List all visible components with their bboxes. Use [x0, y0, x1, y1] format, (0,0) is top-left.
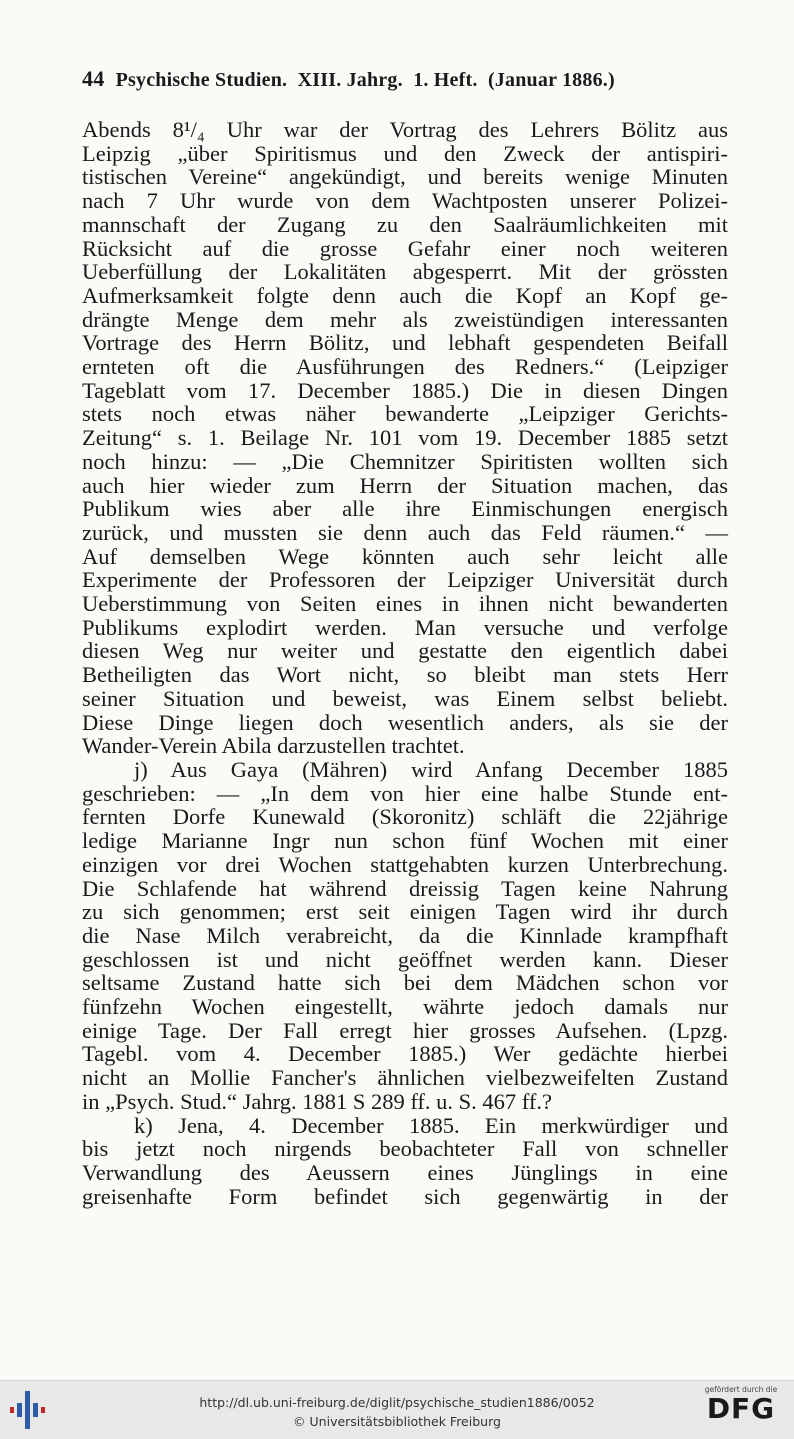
- text-line: zurück, und mussten sie denn auch das Feld räumen.“ —: [82, 519, 728, 545]
- text-line: ledige Marianne Ingr nun schon fünf Wochen mit einer: [82, 828, 728, 854]
- text-line: Betheiligten das Wort nicht, so bleibt man stets Herr: [82, 662, 728, 688]
- text-line: stets noch etwas näher bewanderte „Leipziger Gerichts-: [82, 401, 728, 427]
- text-line: nicht an Mollie Fancher's ähnlichen vielbezweifelten Zustand: [82, 1065, 728, 1091]
- text-line: greisenhafte Form befindet sich gegenwärtig in der: [82, 1183, 728, 1209]
- text-line: fünfzehn Wochen eingestellt, währte jedoch damals nur: [82, 994, 728, 1020]
- text-line: nach 7 Uhr wurde von dem Wachtposten unserer Polizei-: [82, 188, 728, 214]
- text-line: j) Aus Gaya (Mähren) wird Anfang December 1885: [134, 756, 728, 782]
- text-line: die Nase Milch verabreicht, da die Kinnlade krampfhaft: [82, 922, 728, 948]
- text-line: Tageblatt vom 17. December 1885.) Die in diesen Dingen: [82, 377, 728, 403]
- running-title: Psychische Studien. XIII. Jahrg. 1. Heft. (Januar 1886.): [115, 69, 615, 91]
- body-text: [82, 118, 728, 1208]
- running-header: [82, 66, 732, 92]
- text-line: Auf demselben Wege könnten auch sehr leicht alle: [82, 543, 728, 569]
- text-line: Aufmerksamkeit folgte denn auch die Kopf an Kopf ge-: [82, 282, 728, 308]
- text-line: seiner Situation und beweist, was Einem selbst beliebt.: [82, 685, 728, 711]
- text-line: in „Psych. Stud.“ Jahrg. 1881 S 289 ff. u. S. 467 ff.?: [82, 1088, 552, 1114]
- text-line: mannschaft der Zugang zu den Saalräumlichkeiten mit: [82, 211, 728, 237]
- text-line: tistischen Vereine“ angekündigt, und bereits wenige Minuten: [82, 164, 728, 190]
- text-line: k) Jena, 4. December 1885. Ein merkwürdiger und: [134, 1112, 728, 1138]
- copyright-notice: © Universitätsbibliothek Freiburg: [293, 1414, 501, 1429]
- text-line: Experimente der Professoren der Leipziger Universität durch: [82, 567, 728, 593]
- text-line: Ueberstimmung von Seiten eines in ihnen nicht bewanderten: [82, 591, 728, 617]
- text-line: Publikum wies aber alle ihre Einmischungen energisch: [82, 496, 728, 522]
- text-line: einige Tage. Der Fall erregt hier grosses Aufsehen. (Lpzg.: [82, 1017, 728, 1043]
- text-line: Wander-Verein Abila darzustellen trachtet.: [82, 733, 465, 759]
- text-line: zu sich genommen; erst seit einigen Tagen wird ihr durch: [82, 899, 728, 925]
- text-line: Publikums explodirt werden. Man versuche und verfolge: [82, 614, 728, 640]
- text-line: seltsame Zustand hatte sich bei dem Mädchen schon vor: [82, 970, 728, 996]
- text-line: drängte Menge dem mehr als zweistündigen interessanten: [82, 306, 728, 332]
- text-line: diesen Weg nur weiter und gestatte den eigentlich dabei: [82, 638, 728, 664]
- text-line: Vortrage des Herrn Bölitz, und lebhaft gespendeten Beifall: [82, 330, 728, 356]
- text-line: Verwandlung des Aeussern eines Jünglings in eine: [82, 1159, 728, 1185]
- text-line: bis jetzt noch nirgends beobachteter Fall von schneller: [82, 1136, 728, 1162]
- text-line: geschrieben: — „In dem von hier eine halbe Stunde ent-: [82, 780, 728, 806]
- text-line: Zeitung“ s. 1. Beilage Nr. 101 vom 19. December 1885 setzt: [82, 425, 728, 451]
- dfg-logo-icon: DFG: [706, 1392, 776, 1425]
- permalink-url[interactable]: http://dl.ub.uni-freiburg.de/diglit/psychische_studien1886/0052: [199, 1395, 595, 1410]
- text-line: Leipzig „über Spiritismus und den Zweck der antispiri-: [82, 140, 728, 166]
- text-line: Abends 8¹/₄ Uhr war der Vortrag des Lehrers Bölitz aus: [82, 117, 728, 142]
- text-line: Ueberfüllung der Lokalitäten abgesperrt. Mit der grössten: [82, 259, 728, 285]
- funder-caption: gefördert durch die: [704, 1385, 778, 1394]
- text-line: fernten Dorfe Kunewald (Skoronitz) schläft die 22jährige: [82, 804, 728, 830]
- text-line: Rücksicht auf die grosse Gefahr einer noch weiteren: [82, 235, 728, 261]
- page-number: 44: [82, 66, 105, 91]
- text-line: ernteten oft die Ausführungen des Redners.“ (Leipziger: [82, 354, 728, 380]
- text-line: auch hier wieder zum Herrn der Situation machen, das: [82, 472, 728, 498]
- dfg-funder-logo[interactable]: [696, 1385, 786, 1424]
- text-line: noch hinzu: — „Die Chemnitzer Spiritisten wollten sich: [82, 448, 728, 474]
- text-line: geschlossen ist und nicht geöffnet werden kann. Dieser: [82, 946, 728, 972]
- viewer-footer: [0, 1380, 794, 1439]
- text-line: einzigen vor drei Wochen stattgehabten kurzen Unterbrechung.: [82, 851, 728, 877]
- text-line: Diese Dinge liegen doch wesentlich anders, als sie der: [82, 709, 728, 735]
- text-line: Tagebl. vom 4. December 1885.) Wer gedächte hierbei: [82, 1041, 728, 1067]
- text-line: Die Schlafende hat während dreissig Tagen keine Nahrung: [82, 875, 728, 901]
